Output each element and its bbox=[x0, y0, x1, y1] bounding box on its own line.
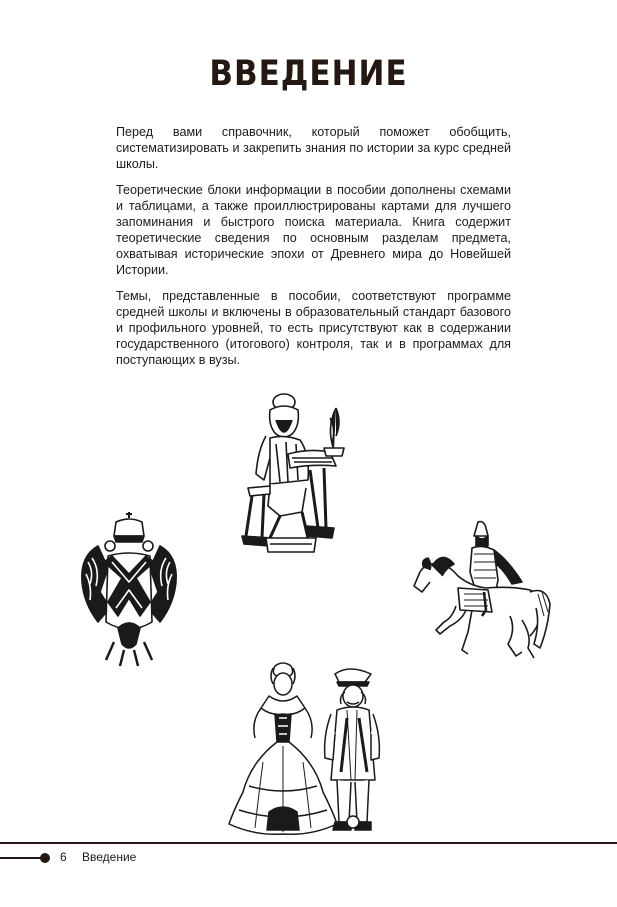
page-number: 6 bbox=[60, 850, 67, 864]
paragraph-2: Теоретические блоки информации в пособии дополнены схемами и таблицами, а также проиллюстрированы картами для лучшего запоминания и быстрого поиска материала. Книга содержит теоретические сведения по основным разделам предмета, охватывая исторические эпохи от Древнего мира до Новейшей Истории. bbox=[116, 183, 511, 277]
footer-rule bbox=[0, 857, 45, 859]
paragraph-1: Перед вами справочник, который поможет обобщить, систематизировать и закрепить знания по истории за курс средней школы. bbox=[116, 125, 511, 171]
scribe-writing-icon bbox=[240, 388, 355, 555]
knight-on-horse-icon bbox=[412, 520, 552, 660]
footer-divider bbox=[0, 842, 617, 844]
paragraph-3: Темы, представленные в пособии, соответствуют программе средней школы и включены в образовательный стандарт базового и профильного уровней, то есть присутствуют как в содержании государственного (итогового) контроля, так и в программах для поступающих в вузы. bbox=[116, 289, 511, 367]
page-title: ВВЕДЕНИЕ bbox=[209, 53, 408, 95]
footer-section-title: Введение bbox=[82, 850, 137, 864]
18th-century-couple-icon bbox=[225, 662, 385, 840]
intro-text bbox=[116, 124, 511, 378]
footer-bullet-icon bbox=[40, 853, 50, 863]
double-headed-eagle-icon bbox=[78, 512, 188, 668]
